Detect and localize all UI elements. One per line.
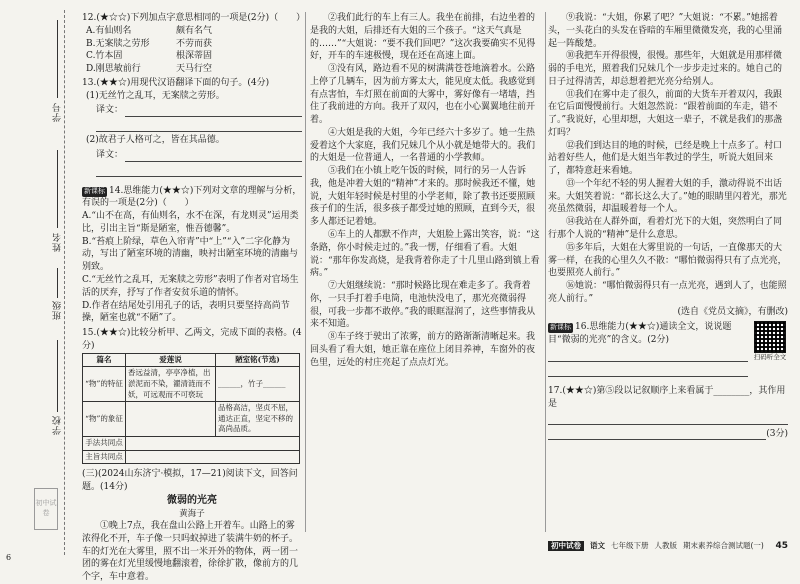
q14-option-c: C.“无丝竹之乱耳，无案牍之劳形”表明了作者对官场生活的厌弃，抒写了作者安贫乐道的情怀。 (82, 275, 299, 298)
q17-stem: 17.(★★☆)第⑤段以记叙顺序上来看属于________，其作用是 (548, 385, 786, 409)
q13-sentence-2: (2)故君子人格可之，皆在其品德。 (86, 135, 225, 146)
footer-edition: 人教版 (654, 540, 677, 550)
reading-intro: (三)(2024山东济宁·模拟，17—21)阅读下文，回答问题。(14分) (82, 469, 298, 493)
reading-para-14: ⑭我站在人群外面，看着灯光下的大姐，突然明白了同行那个人说的“精神”是什么意思。 (548, 217, 783, 241)
q12-stem: 12.(★☆☆)下列加点字意思相同的一项是(2分)（ ） (82, 13, 306, 23)
class-line (57, 268, 58, 298)
q13-answer-1[interactable]: 译文： (96, 104, 302, 117)
student-id-label: 学号 (53, 102, 63, 122)
reading-para-16: ⑯她说：“哪怕微弱得只有一点光亮，遇到人了，也能照亮人前行。” (548, 281, 787, 304)
column-right (548, 12, 788, 440)
name-line (57, 150, 58, 228)
reading-para-7: ⑦大姐继续说：“那时候路比现在难走多了。我背着你，一只手打着手电筒，电池快没电了，那光亮微弱得很，可我一步都不敢停。”我的眼眶湿润了，这些事情我从来不知道。 (310, 281, 536, 330)
school-label: 学校 (53, 415, 63, 435)
q13-sentence-1: (1)无丝竹之乱耳，无案牍之劳形。 (86, 90, 225, 101)
q12-option-a: A.有仙则名 颇有名气 (86, 25, 213, 36)
binding-margin (0, 0, 78, 566)
footer-page-number: 45 (775, 540, 788, 551)
q12-option-b: B.无案牍之劳形 不劳而获 (86, 38, 213, 49)
reading-para-12: ⑫我们到达目的地的时候，已经是晚上十点多了。村口站着好些人，他们是大姐当年教过的学生，听说大姐回来了，都特意赶来看她。 (548, 140, 783, 177)
reading-para-10: ⑩我把车开得很慢，很慢。那些年，大姐就是用那样微弱的手电光，照着我们兄妹几个一步步走过来的。她自己的日子过得清苦，却总想着把光亮分给别人。 (548, 51, 783, 87)
q14-option-b: B.“苔痕上阶绿，草色入帘青”中“上”“入”二字化静为动，写出了陋室环境的清幽，映衬出陋室环境的清幽与别致。 (82, 236, 299, 273)
reading-para-5: ⑤我们在小镇上吃午饭的时候，同行的另一人告诉我，他是冲着大姐的“精神”才来的。那时候我还不懂，她说，大姐年轻时候是村里的小学老师，除了教书还要照顾孩子们的生活，很多孩子都受过她的照顾，直到今天，很多人都还记着她。 (310, 166, 536, 228)
footer-test-name: 期末素养综合测试题(一) (683, 540, 764, 550)
reading-para-13: ⑬一个年纪不轻的男人握着大姐的手，激动得说不出话来。大姐笑着说：“都长这么大了。”她的眼睛里闪着光，那光亮虽然微弱，却温暖着每一个人。 (548, 178, 787, 215)
reading-para-9: ⑨我说：“大姐，你累了吧？”大姐说：“不累。”她摇着头，一头花白的头发在昏暗的车厢里微微发亮，我的心里涌起一阵酸楚。 (548, 13, 783, 49)
q12-option-d: D.刚思敏前行 天马行空 (86, 64, 213, 75)
q16-answer-line-1[interactable] (548, 347, 748, 362)
reading-para-11: ⑪我们在雾中走了很久，前面的大货车开着双闪，我跟在它后面慢慢前行。大姐忽然说：“跟着前面的车走，错不了。”我说好，心里却想，大姐这一辈子，不就是我们的那盏灯吗？ (548, 89, 783, 138)
q16-block (548, 321, 788, 377)
reading-author: 黄海子 (179, 509, 205, 520)
q13-answer-1-line2[interactable] (96, 117, 302, 132)
class-label: 班级 (53, 300, 63, 320)
q16-stem: 新课标 16.思维能力(★★☆)通读全文，说说题目“微弱的光亮”的含义。(2分) (548, 322, 732, 346)
reading-para-2: ②我们此行的车上有三人。我坐在前排，右边坐着的是我的大姐，后排还有大姐的三个孩子。“这天气真是的……”“大姐说：“要不我们回吧？”这次我要确实不见得好，开车的车速极慢，现在还在高速上面。 (310, 13, 536, 62)
cut-line (64, 10, 65, 555)
column-left (82, 12, 306, 584)
q14-option-d: D.作者在结尾处引用孔子的话，表明只要坚持高尚节操，陋室也就“不陋”了。 (82, 300, 290, 324)
q17-answer-line-2[interactable] (548, 425, 788, 440)
reading-para-1: ①晚上7点，我在盘山公路上开着车。山路上的雾浓得化不开，车子像一只吗蚁掉进了装满牛奶的杯子。车的灯光在大雾里，照不出一米开外的物体，两一团一团的雾在灯光里缓慢地翻滚着，徐徐扩散，像前方的几个字，车中意着。 (82, 521, 299, 583)
column-divider-1 (305, 12, 306, 532)
page-number-left: 6 (6, 553, 12, 562)
q15-stem: 15.(★★☆)比较分析甲、乙两文，完成下面的表格。(4分) (82, 328, 302, 351)
q16-answer-line-2[interactable] (548, 362, 748, 377)
q13-answer-2[interactable]: 译文： (96, 149, 302, 162)
q15-row-symbol: “物”的象征 品格高洁，坚贞不屈，通达正直，坚定不移的高尚品质。 (83, 402, 300, 437)
column-divider-2 (545, 12, 546, 532)
footer-brand: 初中试卷 (548, 541, 584, 552)
q13-stem: 13.(★★☆)用现代汉语翻译下面的句子。(4分) (82, 77, 270, 88)
school-line (57, 340, 58, 412)
reading-para-8: ⑧车子终于驶出了浓雾，前方的路渐渐清晰起来。我回头看了看大姐，她正靠在座位上闭目养神，车窗外的夜色里，远处的村庄亮起了点点灯光。 (310, 332, 536, 368)
q14-badge: 新课标 (84, 186, 105, 195)
reading-para-15: ⑮多年后，大姐在大雾里说的一句话，一直像那天的大雾一样，在我的心里久久不散：“哪怕微弱得只有了点光亮，也要照亮人前行。” (548, 242, 787, 279)
source-note: (选自《党员文摘》，有删改) (677, 306, 788, 317)
q13-answer-2-line2[interactable] (96, 162, 302, 177)
footer (548, 540, 788, 552)
footer-grade: 七年级下册 (611, 540, 649, 550)
reading-para-3: ③没有风，路边看不见的树满满苍苍地滴着水。公路上停了几辆车，因为前方雾太大，能见度太低。我感觉到有点害怕，车灯照在前面的大雾中，雾好像有一堵墙，挡住了我前进的方向。我开了双闪，也在小心翼翼地往前开着。 (310, 64, 536, 126)
q16-badge: 新课标 (550, 323, 571, 332)
q14-stem: 新课标 14.思维能力(★★☆)下列对文章的理解与分析，有误的一项是(2分)（ ） (82, 185, 302, 209)
q15-table-header: 篇名 爱莲说 陋室铭(节选) (83, 353, 300, 367)
q12-option-c: C.竹本固 根深蒂固 (86, 51, 213, 62)
reading-para-6: ⑥车上的人都默不作声，大姐脸上露出笑容，说：“这条路，你小时候走过的。”我一愣，仔细看了看。大姐说：“那年你发高烧，是我背着你走了十几里山路到镇上看病。” (310, 230, 540, 279)
q15-row-theme: 主旨共同点 (83, 450, 300, 464)
name-label: 姓名 (53, 232, 63, 252)
q15-row-technique: 手法共同点 (83, 437, 300, 451)
qr-label: 扫码听全文 (753, 353, 787, 362)
q14-option-a: A.“山不在高，有仙则名，水不在深，有龙则灵”运用类比，引出主旨“斯是陋室，惟吾德馨”。 (82, 211, 299, 234)
q17-score: (3分) (766, 428, 788, 439)
q12-options (86, 25, 302, 76)
q15-table (82, 353, 300, 465)
stamp-logo: 初中试卷 (34, 488, 58, 530)
q17-answer-line-1[interactable] (548, 410, 788, 425)
footer-subject: 语文 (590, 540, 605, 550)
reading-title: 微弱的光亮 (167, 494, 217, 506)
q15-row-trait: “物”的特征 香远益清，亭亭净植，出淤泥而不染，濯清涟而不妖，可远观而不可亵玩 ______，竹子______ (83, 367, 300, 402)
qr-code-icon[interactable] (754, 321, 786, 353)
column-middle (310, 12, 542, 369)
student-id-line (57, 20, 58, 98)
reading-para-4: ④大姐是我的大姐，今年已经六十多岁了。她一生热爱着这个大家庭，我们兄妹几个从小就是她带大的。我们的大姐是一位普通人，一名普通的小学教师。 (310, 127, 536, 164)
